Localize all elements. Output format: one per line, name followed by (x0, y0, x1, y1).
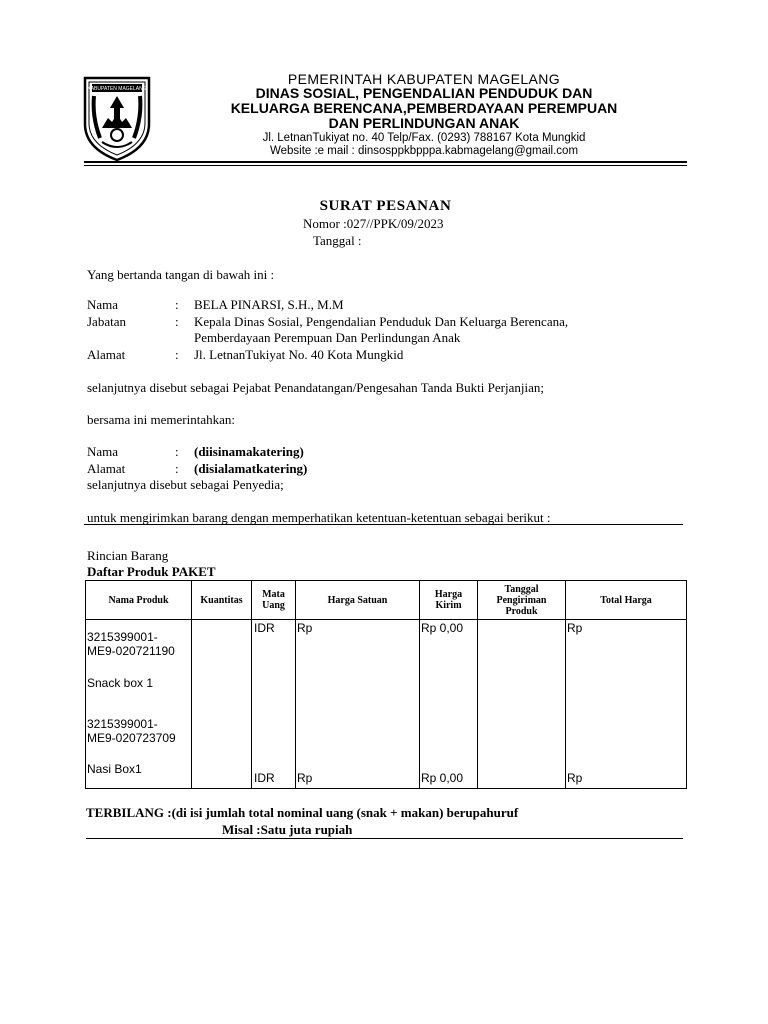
product-code: 3215399001- (87, 717, 158, 731)
total-value: Rp (567, 771, 583, 785)
regency-seal-logo (80, 72, 154, 162)
column-header-delivery-date (478, 581, 566, 620)
signer-address-label: Alamat (87, 347, 126, 362)
column-header-currency (252, 581, 296, 620)
svg-text:KABUPATEN MAGELANG: KABUPATEN MAGELANG (87, 86, 147, 92)
signer-position-label: Jabatan (87, 314, 126, 329)
product-list-title: Daftar Produk PAKET (87, 564, 216, 579)
shipping-value: Rp 0,00 (421, 771, 464, 785)
table-header-row (86, 581, 687, 620)
cell-delivery-date (478, 620, 566, 789)
unit-price-value: Rp (297, 621, 313, 635)
colon: : (175, 461, 179, 476)
agency-address: Jl. LetnanTukiyat no. 40 Telp/Fax. (0293) 788167 Kota Mungkid (262, 132, 586, 144)
document-title: SURAT PESANAN (319, 198, 452, 214)
agency-line: DAN PERLINDUNGAN ANAK (328, 115, 520, 131)
cell-currency (252, 620, 296, 789)
provider-address-value: (disialamatkatering) (194, 461, 308, 476)
letterhead-rule-thin (84, 165, 687, 166)
provider-role-text: selanjutnya disebut sebagai Penyedia; (87, 477, 284, 492)
header-line: Uang (262, 600, 285, 611)
cell-quantity (192, 620, 252, 789)
letterhead-rule-thick (84, 161, 687, 163)
amount-in-words: TERBILANG :(di isi jumlah total nominal uang (snak + makan) berupahuruf (86, 805, 519, 820)
colon: : (175, 444, 179, 459)
column-header-product: Nama Produk (86, 581, 192, 620)
header-line: Tanggal (504, 583, 539, 595)
signer-position-value: Kepala Dinas Sosial, Pengendalian Penduduk Dan Keluarga Berencana, (194, 314, 569, 329)
table-row (86, 620, 687, 789)
document-date-label: Tanggal : (313, 233, 362, 248)
currency-value: IDR (254, 771, 275, 785)
cell-unit-price (296, 620, 420, 789)
agency-line: KELUARGA BERENCANA,PEMBERDAYAAN PEREMPUAN (230, 100, 618, 116)
provider-name-value: (diisinamakatering) (194, 444, 304, 459)
header-line: Produk (505, 605, 538, 617)
cell-product (86, 620, 192, 789)
cell-shipping (420, 620, 478, 789)
currency-value: IDR (254, 621, 275, 635)
header-line: Mata (262, 589, 285, 600)
agency-website: Website :e mail : dinsosppkbpppa.kabmagelang@gmail.com (269, 145, 579, 157)
signer-position-value-cont: Pemberdayaan Perempuan Dan Perlindungan Anak (194, 330, 461, 345)
signer-name-label: Nama (87, 297, 119, 312)
header-line: Pengiriman (496, 594, 547, 606)
order-intro-text: bersama ini memerintahkan: (87, 412, 236, 427)
colon: : (175, 314, 179, 329)
header-line: Kirim (435, 600, 462, 611)
product-table (85, 580, 687, 789)
colon: : (175, 297, 179, 312)
column-header-total: Total Harga (566, 581, 687, 620)
instruction-underline (84, 524, 683, 525)
product-name: Nasi Box1 (87, 762, 142, 776)
agency-line: DINAS SOSIAL, PENGENDALIAN PENDUDUK DAN (255, 85, 593, 101)
unit-price-value: Rp (297, 771, 313, 785)
shipping-value: Rp 0,00 (421, 621, 464, 635)
details-label: Rincian Barang (87, 548, 169, 563)
product-code: ME9-020721190 (87, 644, 175, 658)
intro-text: Yang bertanda tangan di bawah ini : (87, 267, 275, 282)
column-header-shipping (420, 581, 478, 620)
colon: : (175, 347, 179, 362)
amount-underline (86, 838, 683, 839)
signer-name-value: BELA PINARSI, S.H., M.M (194, 297, 344, 312)
product-code: 3215399001- (87, 630, 158, 644)
government-name: PEMERINTAH KABUPATEN MAGELANG (287, 71, 561, 87)
instruction-text: untuk mengirimkan barang dengan memperhatikan ketentuan-ketentuan sebagai berikut : (87, 510, 551, 525)
cell-total (566, 620, 687, 789)
amount-example: Misal :Satu juta rupiah (222, 822, 353, 837)
provider-address-label: Alamat (87, 461, 126, 476)
signer-address-value: Jl. LetnanTukiyat No. 40 Kota Mungkid (194, 347, 404, 362)
product-code: ME9-020723709 (87, 731, 176, 745)
column-header-unit-price: Harga Satuan (296, 581, 420, 620)
total-value: Rp (567, 621, 583, 635)
product-name: Snack box 1 (87, 676, 154, 690)
document-number: Nomor :027//PPK/09/2023 (303, 216, 444, 231)
column-header-quantity: Kuantitas (192, 581, 252, 620)
signer-role-text: selanjutnya disebut sebagai Pejabat Penandatangan/Pengesahan Tanda Bukti Perjanjian; (87, 380, 544, 395)
agency-name (160, 86, 688, 131)
provider-name-label: Nama (87, 444, 119, 459)
agency-contact (160, 132, 688, 158)
header-line: Harga (434, 589, 463, 600)
